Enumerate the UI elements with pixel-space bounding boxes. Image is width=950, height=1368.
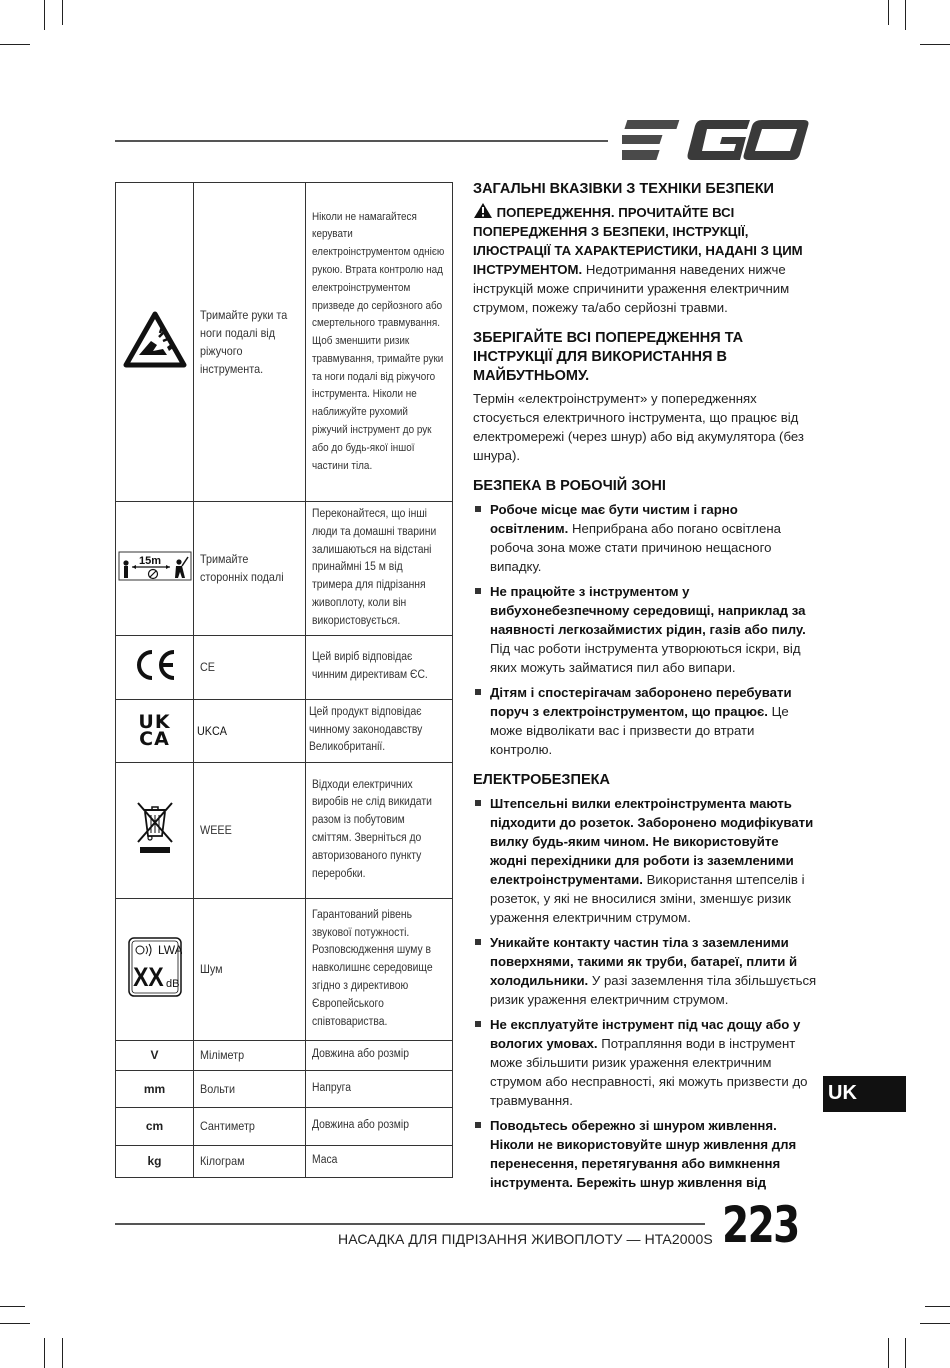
symbol-name: Тримайте руки та ноги подалі від ріжучого інструмента. — [194, 183, 306, 502]
ukca-bottom-label: CA — [139, 727, 170, 750]
symbol-description: Гарантований рівень звукової потужності. Розповсюдження шуму в навколишнє середовище згідно з директивою Європейського співтовариства. — [306, 898, 453, 1040]
hand-cutting-warning-icon — [123, 311, 187, 369]
ukca-mark-icon — [116, 710, 193, 750]
unit-symbol: cm — [116, 1107, 194, 1145]
symbol-description: Відходи електричних виробів не слід викидати разом із побутовим сміттям. Зверніться до авторизованого пункту переробки. — [306, 762, 453, 898]
symbol-name: Тримайте сторонніх подалі — [194, 502, 306, 636]
table-row — [116, 1070, 453, 1107]
table-row — [116, 183, 453, 502]
symbol-description: Ніколи не намагайтеся керувати електроінструментом однією рукою. Втрата контролю над електроінструментом призведе до серйозного або смертельного травмування. Щоб зменшити ризик травмування, тримайте руки та ноги подалі від ріжучого інструмента. Ніколи не наближуйте рухомий ріжучий інструмент до рук або до будь-якої іншої частини тіла. — [306, 183, 453, 502]
list-item: Дітям і спостерігачам заборонено перебувати поруч з електроінструментом, що працює. Це може відволікати вас і призвести до втрати контролю. — [473, 683, 818, 759]
symbol-name: CE — [194, 635, 306, 699]
unit-symbol: mm — [116, 1070, 194, 1107]
crop-mark — [62, 0, 63, 25]
unit-name: Міліметр — [194, 1040, 306, 1070]
symbol-cell — [116, 762, 194, 898]
crop-mark — [888, 0, 889, 25]
crop-mark — [44, 1338, 45, 1368]
footer-title: НАСАДКА ДЛЯ ПІДРІЗАННЯ ЖИВОПЛОТУ — HTA2000S — [338, 1231, 713, 1247]
bystander-15m-icon — [118, 551, 192, 581]
list-item: Не експлуатуйте інструмент під час дощу або у вологих умовах. Потрапляння води в інструмент може збільшити ризик ураження електричним струмом або несправності, які можуть призвести до травмування. — [473, 1015, 818, 1110]
footer-rule — [115, 1223, 705, 1225]
crop-mark — [888, 1338, 889, 1368]
unit-symbol: V — [116, 1040, 194, 1070]
list-item: Штепсельні вилки електроінструмента мають підходити до розеток. Заборонено модифікувати вилку будь-яким чином. Не використовуйте жодні перехідники для роботи із заземленими електроінструментами. Використання штепселів і розеток, у які не вносилися зміни, зменшує ризик ураження електричним струмом. — [473, 794, 818, 927]
crop-mark — [925, 1306, 950, 1307]
crop-mark — [0, 1323, 30, 1324]
symbol-cell — [116, 699, 194, 762]
crop-mark — [0, 44, 30, 45]
crop-mark — [905, 1338, 906, 1368]
work-area-heading: БЕЗПЕКА В РОБОЧІЙ ЗОНІ — [473, 478, 666, 494]
term-paragraph: Термін «електроінструмент» у попередженнях стосується електричного інструмента, що працює від електромережі (через шнур) або від акумулятора (без шнура). — [473, 391, 804, 463]
symbol-cell — [116, 183, 194, 502]
symbol-cell — [116, 898, 194, 1040]
lwa-label: LWA — [157, 942, 182, 957]
symbol-description: Цей виріб відповідає чинним директивам ЄС. — [306, 635, 453, 699]
list-item: Уникайте контакту частин тіла з заземленими поверхнями, такими як труби, батареї, плити й холодильники. У разі заземлення тіла збільшується ризик ураження електричним струмом. — [473, 933, 818, 1009]
warning-paragraph — [473, 202, 818, 317]
unit-description: Напруга — [306, 1070, 453, 1107]
noise-value-label: XX — [132, 961, 164, 993]
symbol-name: UKCA — [194, 699, 306, 762]
table-row — [116, 635, 453, 699]
crop-mark — [62, 1338, 63, 1368]
ego-logo — [622, 118, 810, 162]
general-safety-heading: ЗАГАЛЬНІ ВКАЗІВКИ З ТЕХНІКИ БЕЗПЕКИ — [473, 181, 774, 197]
warning-bold-text: ПОПЕРЕДЖЕННЯ. ПРОЧИТАЙТЕ ВСІ ПОПЕРЕДЖЕННЯ З БЕЗПЕКИ, ІНСТРУКЦІЇ, ІЛЮСТРАЦІЇ ТА ХАРАКТЕРИСТИКИ, НАДАНІ З ЦИМ ІНСТРУМЕНТОМ. — [473, 205, 803, 277]
icon-distance-label: 15m — [138, 554, 161, 567]
safety-text-column — [473, 180, 818, 1198]
unit-name: Сантиметр — [194, 1107, 306, 1145]
unit-name: Вольти — [194, 1070, 306, 1107]
table-row — [116, 699, 453, 762]
list-item: Робоче місце має бути чистим і гарно освітленим. Неприбрана або погано освітлена робоча зона може стати причиною нещасного випадку. — [473, 500, 818, 576]
save-instructions-heading: ЗБЕРІГАЙТЕ ВСІ ПОПЕРЕДЖЕННЯ ТА ІНСТРУКЦІЇ ДЛЯ ВИКОРИСТАННЯ В МАЙБУТНЬОМУ. — [473, 330, 744, 384]
page-number: 223 — [722, 1196, 799, 1254]
electric-safety-heading: ЕЛЕКТРОБЕЗПЕКА — [473, 772, 610, 788]
list-item: Не працюйте з інструментом у вибухонебезпечному середовищі, наприклад за наявності легкозаймистих рідин, газів або пилу. Під час роботи інструмента утворюються іскри, від яких можуть займатися пил або випари. — [473, 582, 818, 677]
crop-mark — [0, 1306, 25, 1307]
unit-description: Маса — [306, 1145, 453, 1177]
work-area-list — [473, 500, 818, 759]
noise-unit-label: dB — [165, 977, 179, 990]
symbol-name: WEEE — [194, 762, 306, 898]
header-rule — [115, 140, 608, 142]
ukca-top-label: UK — [138, 710, 171, 733]
electric-safety-list — [473, 794, 818, 1192]
symbol-description: Цей продукт відповідає чинному законодавству Великобританії. — [306, 699, 453, 762]
list-item: Поводьтесь обережно зі шнуром живлення. Ніколи не використовуйте шнур живлення для перенесення, перетягування або вимкнення інструмента. Бережіть шнур живлення від — [473, 1116, 818, 1192]
symbol-name: Шум — [194, 898, 306, 1040]
table-row — [116, 898, 453, 1040]
crop-mark — [920, 1323, 950, 1324]
unit-symbol: kg — [116, 1145, 194, 1177]
crop-mark — [920, 44, 950, 45]
weee-bin-icon — [135, 800, 175, 856]
table-row — [116, 762, 453, 898]
symbols-table — [115, 182, 453, 1178]
table-row — [116, 1107, 453, 1145]
language-tab: UK — [823, 1076, 906, 1112]
crop-mark — [44, 0, 45, 30]
table-row — [116, 1145, 453, 1177]
symbol-cell — [116, 635, 194, 699]
unit-name: Кілограм — [194, 1145, 306, 1177]
symbol-cell — [116, 502, 194, 636]
warning-text: Недотримання наведених нижче інструкцій може спричинити ураження електричним струмом, пожежу та/або серйозні травми. — [473, 262, 790, 315]
symbol-description: Переконайтеся, що інші люди та домашні тварини залишаються на відстані принаймні 15 м від тримера для підрізання живоплоту, коли він використовується. — [306, 502, 453, 636]
warning-triangle-icon — [473, 202, 493, 219]
table-row — [116, 502, 453, 636]
table-row — [116, 1040, 453, 1070]
crop-mark — [905, 0, 906, 30]
ce-mark-icon — [133, 649, 177, 681]
unit-description: Довжина або розмір — [306, 1107, 453, 1145]
noise-level-icon — [128, 937, 182, 997]
unit-description: Довжина або розмір — [306, 1040, 453, 1070]
